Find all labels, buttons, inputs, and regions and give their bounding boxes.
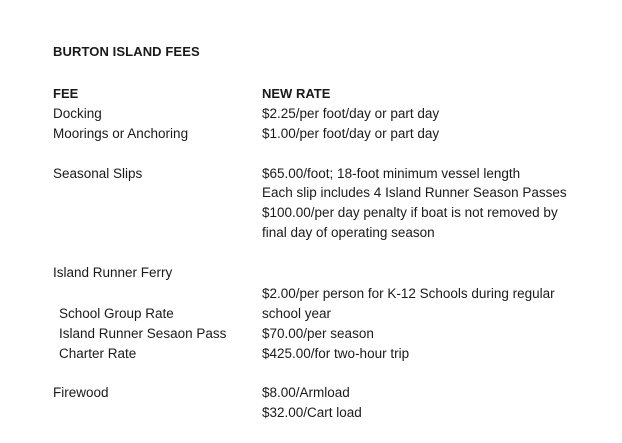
fee-docking: Docking [53,106,102,121]
rate-seasonal-slips-line3: $100.00/per day penalty if boat is not removed by [262,205,558,220]
fee-season-pass: Island Runner Sesaon Pass [59,326,227,341]
rate-column-header: NEW RATE [262,86,331,101]
rate-seasonal-slips-line2: Each slip includes 4 Island Runner Season Passes [262,185,567,200]
rate-seasonal-slips-line4: final day of operating season [262,225,435,240]
rate-moorings: $1.00/per foot/day or part day [262,126,440,141]
rate-season-pass: $70.00/per season [262,326,374,341]
rate-school-group-line1: $2.00/per person for K-12 Schools during regular [262,286,555,301]
rate-firewood-line1: $8.00/Armload [262,385,350,400]
fee-column-header: FEE [53,86,79,101]
fee-charter: Charter Rate [59,346,137,361]
fee-school-group: School Group Rate [59,306,174,321]
rate-docking: $2.25/per foot/day or part day [262,106,440,121]
rate-seasonal-slips-line1: $65.00/foot; 18-foot minimum vessel length [262,166,521,181]
fee-moorings: Moorings or Anchoring [53,126,189,141]
rate-charter: $425.00/for two-hour trip [262,346,410,361]
rate-school-group-line2: school year [262,306,332,321]
fee-firewood: Firewood [53,385,109,400]
rate-firewood-line2: $32.00/Cart load [262,405,362,420]
document-title: BURTON ISLAND FEES [53,44,200,59]
fee-seasonal-slips: Seasonal Slips [53,166,143,181]
fee-island-runner-ferry: Island Runner Ferry [53,265,173,280]
